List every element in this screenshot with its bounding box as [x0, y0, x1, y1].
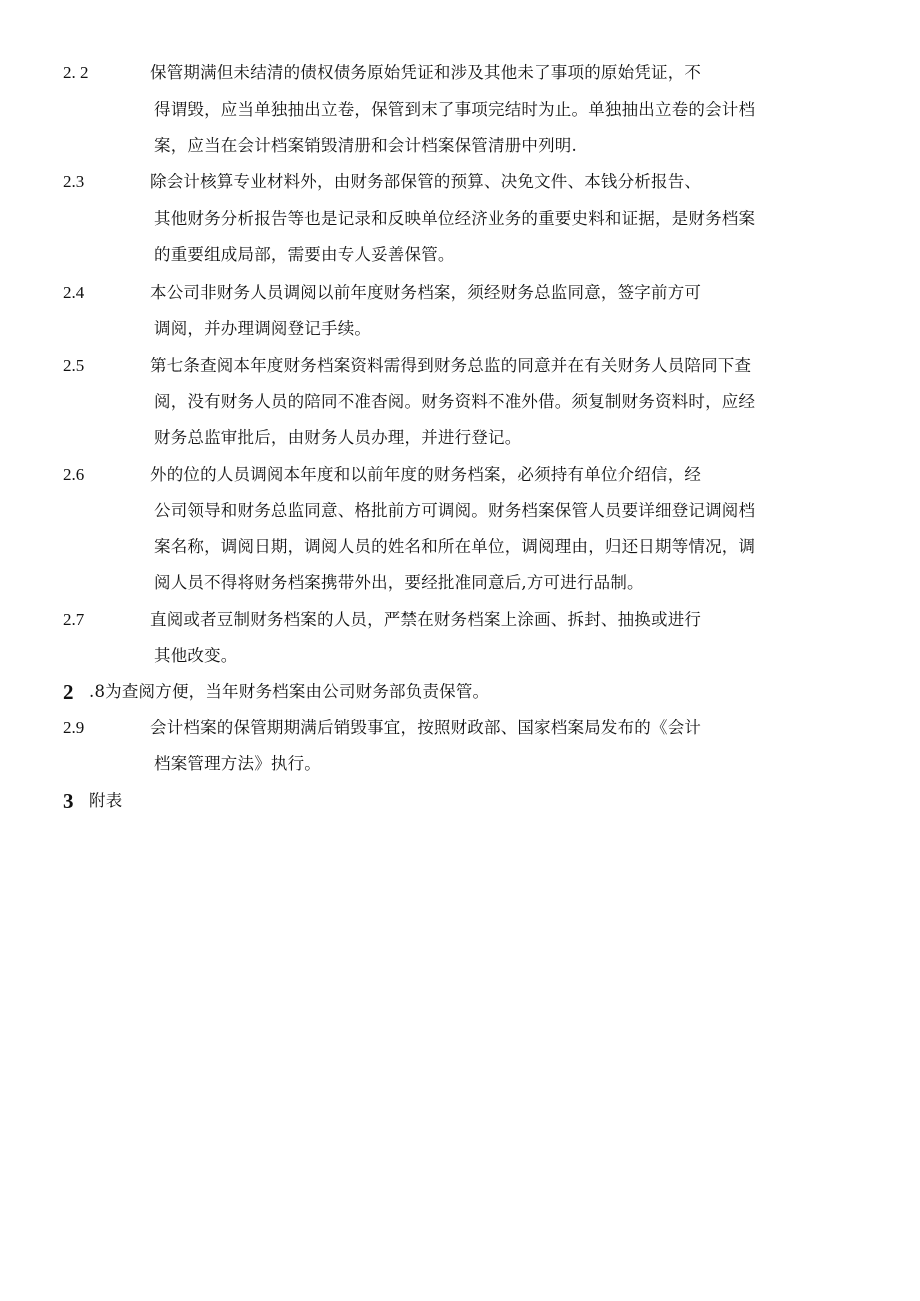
paragraph-line: 公司领导和财务总监同意、格批前方可调阅。财务档案保管人员要详细登记调阅档	[154, 501, 756, 520]
paragraph-line: 的重要组成局部，需要由专人妥善保管。	[154, 245, 455, 264]
section-heading: 附表	[89, 791, 123, 810]
section-number-bold: 2	[63, 680, 74, 704]
paragraph-line: 其他财务分析报告等也是记录和反映单位经济业务的重要史料和证据，是财务档案	[154, 209, 756, 228]
section-number: 2.4	[63, 283, 85, 302]
paragraph-line: 财务总监审批后，由财务人员办理，并进行登记。	[154, 428, 522, 447]
paragraph-line: 案名称，调阅日期，调阅人员的姓名和所在单位，调阅理由，归还日期等情况，调	[154, 537, 756, 556]
paragraph-line: 阅人员不得将财务档案携带外出，要经批准同意后,方可进行品制。	[154, 573, 644, 592]
section-number: 2.5	[63, 356, 85, 375]
paragraph-line: 调阅，并办理调阅登记手续。	[154, 319, 372, 338]
section-number: 2.7	[63, 610, 85, 629]
paragraph-line: 本公司非财务人员调阅以前年度财务档案，须经财务总监同意，签字前方可	[150, 283, 702, 302]
paragraph-line: 档案管理方法》执行。	[154, 754, 321, 773]
paragraph-line: 除会计核算专业材料外，由财务部保管的预算、决免文件、本钱分析报告、	[150, 172, 702, 191]
paragraph-line: 阅，没有财务人员的陪同不准杳阅。财务资料不准外借。须复制财务资料时，应经	[154, 392, 756, 411]
paragraph-line: 第七条查阅本年度财务档案资料需得到财务总监的同意并在有关财务人员陪同下查	[150, 356, 752, 375]
paragraph-line: .8为查阅方便，当年财务档案由公司财务部负责保管。	[89, 682, 490, 701]
section-number: 2.6	[63, 465, 85, 484]
paragraph-line: 其他改变。	[154, 646, 238, 665]
paragraph-line: 直阅或者豆制财务档案的人员，严禁在财务档案上涂画、拆封、抽换或进行	[150, 610, 702, 629]
paragraph-line: 得谓毁，应当单独抽出立卷，保管到末了事项完结时为止。单独抽出立卷的会计档	[154, 100, 756, 119]
section-number: 2. 2	[63, 63, 89, 82]
section-number: 2.9	[63, 718, 85, 737]
paragraph-line: 外的位的人员调阅本年度和以前年度的财务档案，必须持有单位介绍信，经	[150, 465, 702, 484]
paragraph-line: 保管期满但未结清的债权债务原始凭证和涉及其他未了事项的原始凭证，不	[150, 63, 702, 82]
section-number-bold: 3	[63, 789, 74, 813]
paragraph-line: 案，应当在会计档案销毁清册和会计档案保管清册中列明.	[154, 136, 577, 155]
paragraph-line: 会计档案的保管期期满后销毁事宜，按照财政部、国家档案局发布的《会计	[150, 718, 702, 737]
section-number: 2.3	[63, 172, 85, 191]
